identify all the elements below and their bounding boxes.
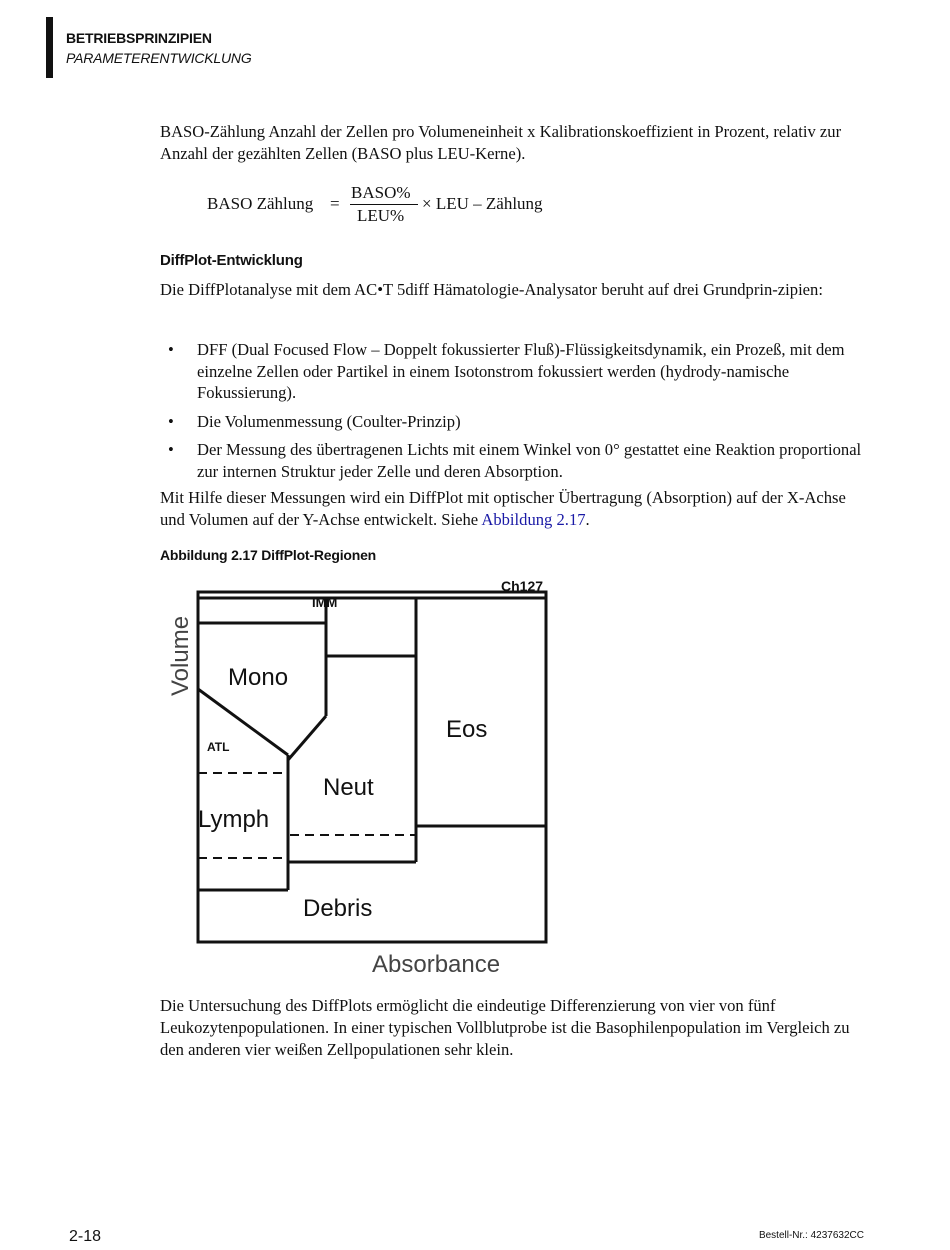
summary-paragraph: Mit Hilfe dieser Messungen wird ein DiffPlot mit optischer Übertragung (Absorption) auf der X-Achse und Volumen auf der Y-Achse entwickelt. Siehe Abbildung 2.17. <box>160 488 846 529</box>
mono-neut-border <box>288 716 326 760</box>
order-number: Bestell-Nr.: 4237632CC <box>758 1230 864 1241</box>
debris-label: Debris <box>303 895 373 922</box>
fraction-line <box>350 204 418 205</box>
intro-paragraph: BASO-Zählung Anzahl der Zellen pro Volumeneinheit x Kalibrationskoeffizient in Prozent, relativ zur Anzahl der gezählten Zellen (BASO plus LEU-Kerne). <box>160 122 842 163</box>
list-item: • DFF (Dual Focused Flow – Doppelt fokussierter Fluß)-Flüssigkeitsdynamik, ein Prozeß, mit dem einzelne Zellen oder Partikel in einem Isotonstrom fokussiert werden (hydrody-namische Fokussierung). <box>168 340 845 402</box>
formula-numerator: BASO% <box>351 183 411 202</box>
neut-label: Neut <box>323 774 374 801</box>
bullet-icon: • <box>168 411 174 431</box>
list-item: • Die Volumenmessung (Coulter-Prinzip) <box>168 411 461 431</box>
section-intro: Die DiffPlotanalyse mit dem AC•T 5diff Hämatologie-Analysator beruht auf drei Grundprin-zipien: <box>160 280 823 299</box>
diffplot-diagram <box>160 574 560 984</box>
list-item: • Der Messung des übertragenen Lichts mit einem Winkel von 0° gestattet eine Reaktion proportional zur internen Struktur jeder Zelle und deren Absorption. <box>168 440 862 481</box>
eos-label: Eos <box>446 716 488 743</box>
y-axis-label: Volume <box>167 615 194 696</box>
imm-label: IMM <box>312 595 338 610</box>
figure-link[interactable]: Abbildung 2.17 <box>481 509 586 529</box>
header-subtitle: PARAMETERENTWICKLUNG <box>66 50 252 66</box>
principles-list <box>160 339 865 489</box>
formula-equals: = <box>330 194 340 213</box>
header-bar <box>46 17 53 78</box>
mono-label: Mono <box>228 664 289 691</box>
bullet-icon: • <box>168 440 174 459</box>
figure-caption: Abbildung 2.17 DiffPlot-Regionen <box>160 547 377 563</box>
formula-lhs: BASO Zählung <box>207 194 314 213</box>
section-heading: DiffPlot-Entwicklung <box>160 252 303 269</box>
bullet-icon: • <box>168 340 174 359</box>
atl-label: ATL <box>207 740 230 754</box>
header-title: BETRIEBSPRINZIPIEN <box>66 30 212 46</box>
formula-rhs: × LEU – Zählung <box>422 194 543 213</box>
lymph-label: Lymph <box>198 806 270 833</box>
ch127-label: Ch127 <box>501 578 544 594</box>
closing-paragraph: Die Untersuchung des DiffPlots ermöglicht die eindeutige Differenzierung von vier von fünf Leukozytenpopulationen. In einer typischen Vollblutprobe ist die Basophilenpopulation im Vergleich zu den anderen vier weißen Zellpopulationen sehr klein. <box>160 996 850 1059</box>
page-number: 2-18 <box>69 1228 102 1245</box>
x-axis-label: Absorbance <box>372 951 501 978</box>
formula-denominator: LEU% <box>357 206 405 225</box>
